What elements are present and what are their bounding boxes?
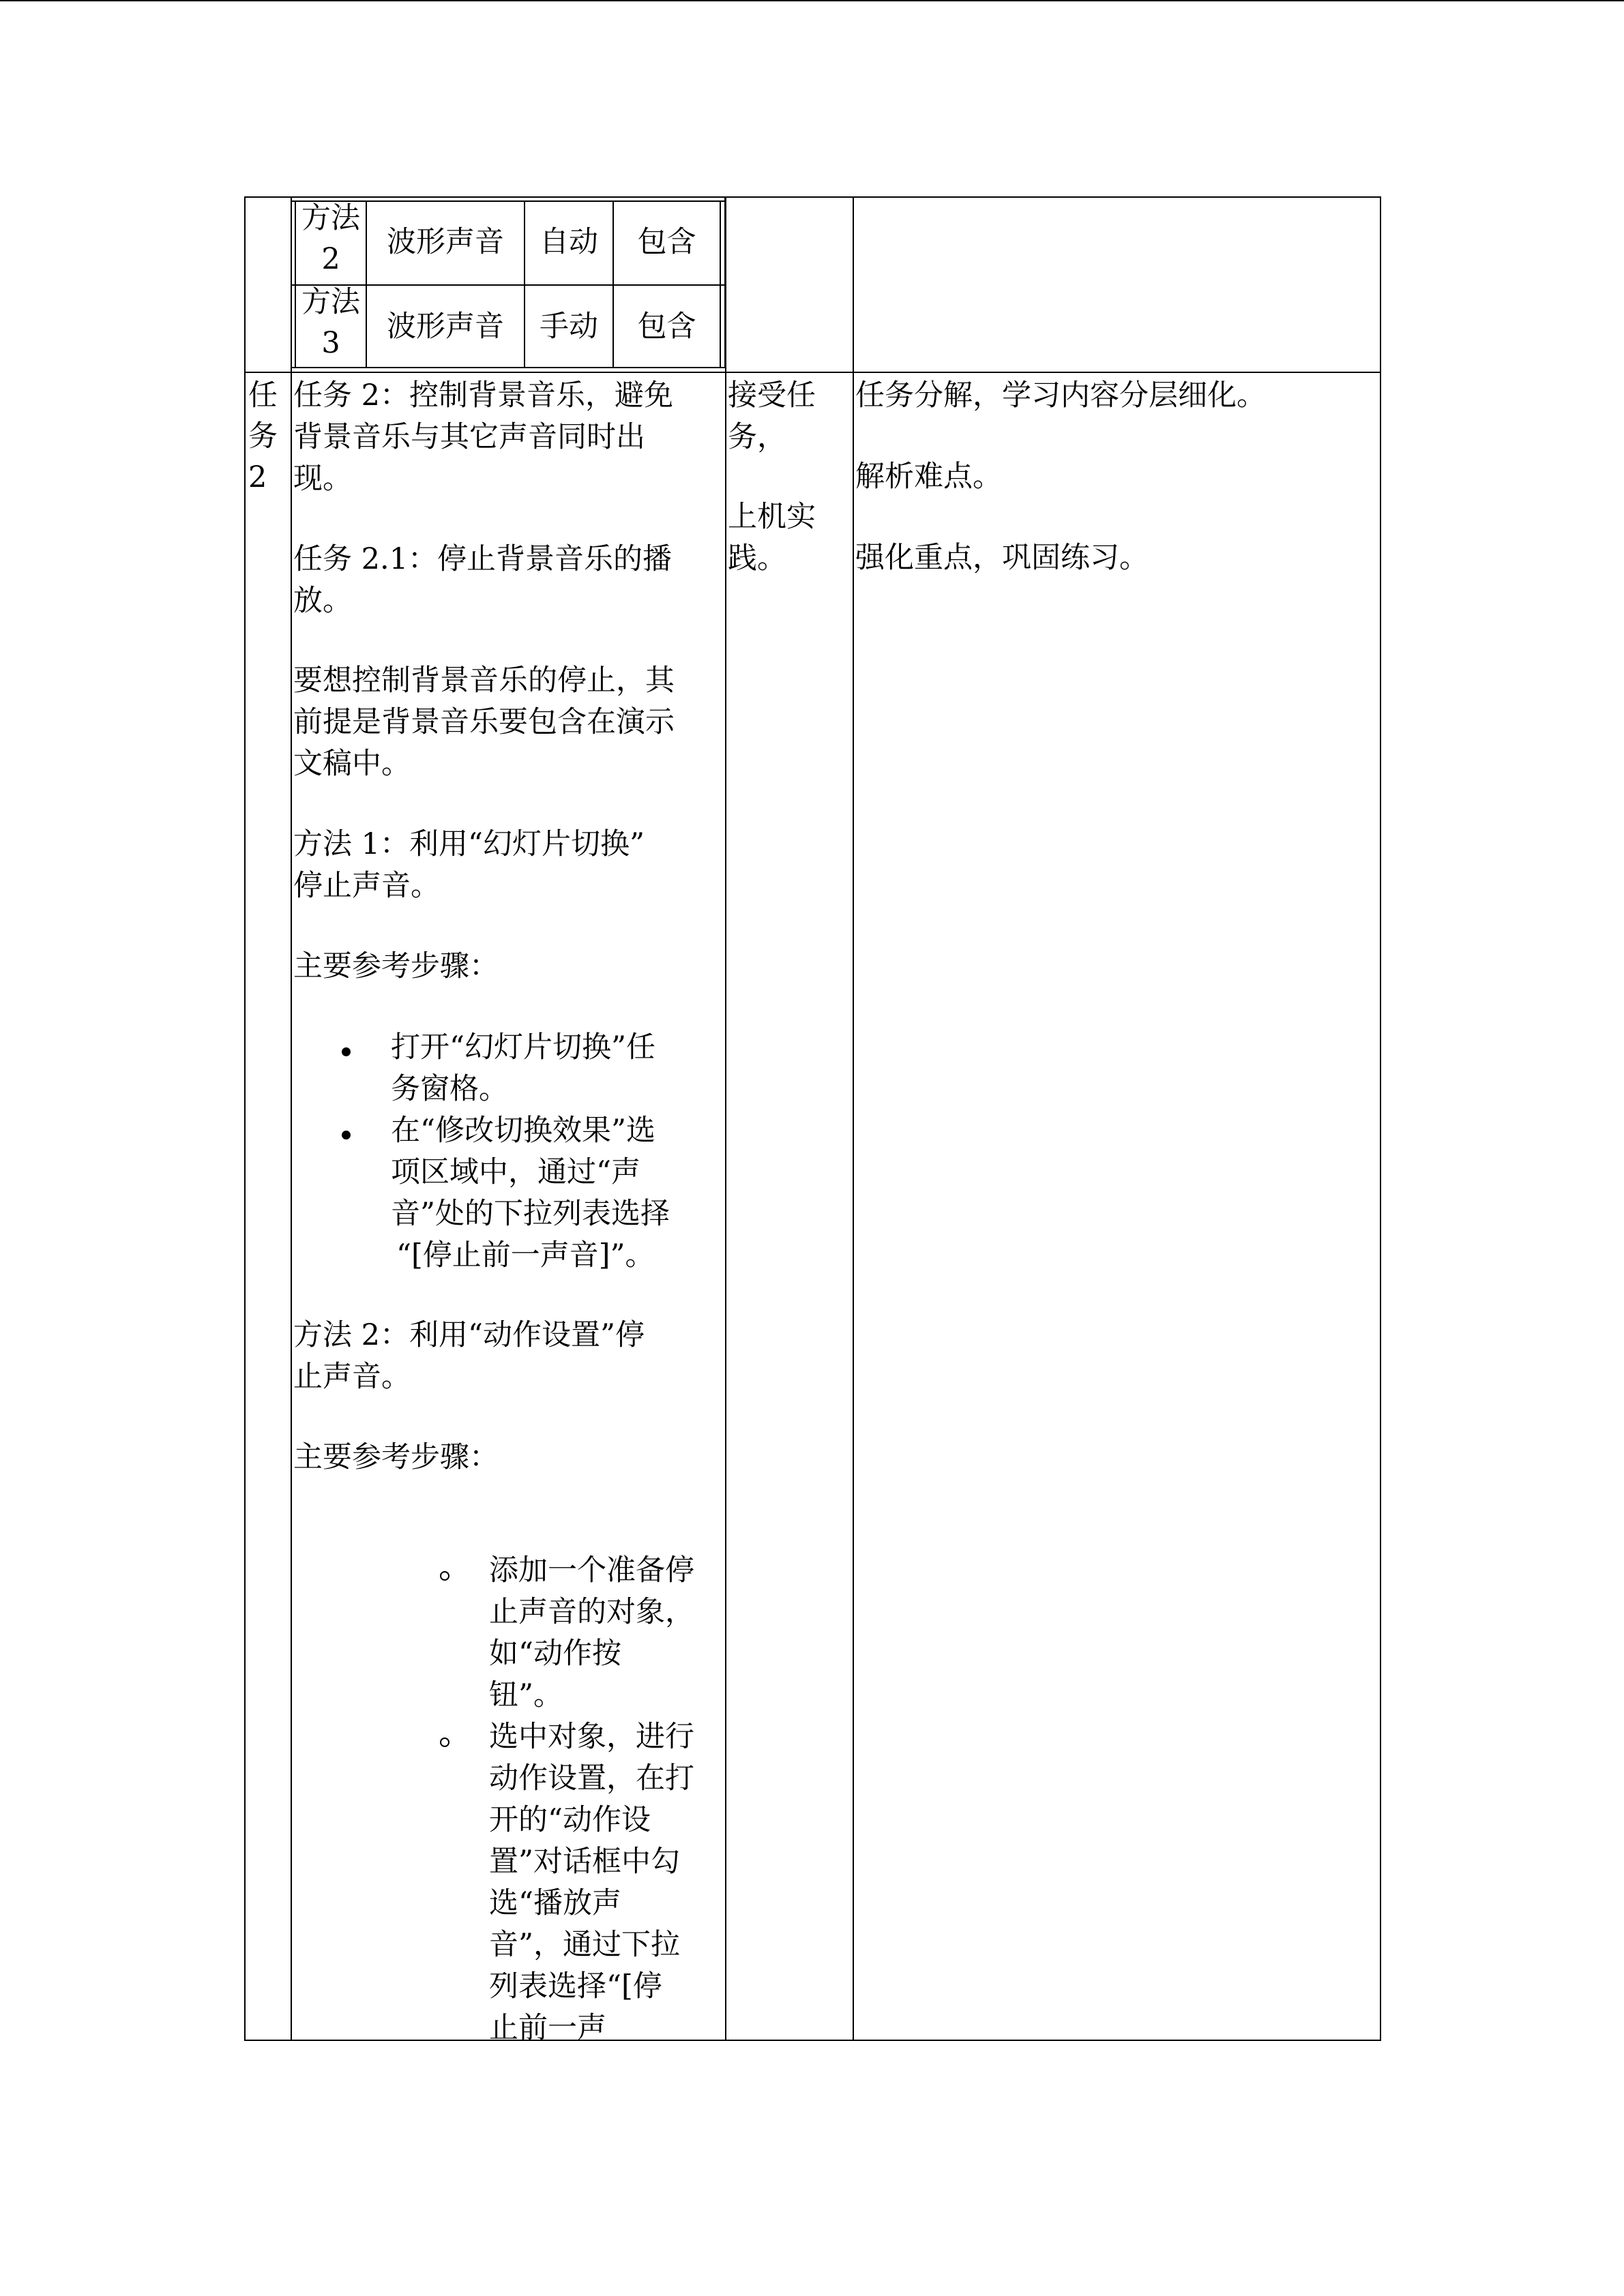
design-intent-line-2: 解析难点。 — [855, 460, 1002, 494]
bullet-item-1-line-1: 打开“幻灯片切换”任 — [391, 1030, 655, 1064]
bullet-circle-icon — [440, 1738, 449, 1747]
student-activity — [728, 375, 816, 580]
student-activity-line-3: 上机实 — [728, 500, 816, 534]
subtable-right-border — [724, 196, 726, 368]
task-intro-line-1: 任务 2：控制背景音乐，避免 — [293, 378, 674, 413]
bullet-item-1 — [391, 1027, 655, 1110]
method2-paragraph — [293, 1315, 645, 1398]
subtask-line-1: 任务 2.1：停止背景音乐的播 — [293, 542, 673, 576]
bullet-circle-icon — [440, 1571, 449, 1581]
table-right-border — [1380, 196, 1381, 2041]
task-label-char-1: 任 — [248, 378, 278, 413]
sub-bullet-item-1-line-3: 如“动作按 — [489, 1637, 621, 1671]
design-intent-line-3: 强化重点，巩固练习。 — [855, 541, 1149, 575]
premise-line-1: 要想控制背景音乐的停止，其 — [293, 664, 675, 698]
premise-line-3: 文稿中。 — [293, 747, 411, 781]
sub-bullet-item-2-line-2: 动作设置，在打 — [489, 1761, 694, 1795]
bullet-item-2-line-1: 在“修改切换效果”选 — [391, 1114, 655, 1148]
bullet-dot-icon — [342, 1047, 351, 1056]
bullet-dot-icon — [342, 1131, 351, 1139]
method-row-2-label-line1: 方法 — [301, 285, 360, 319]
sub-bullet-item-2-line-1: 选中对象，进行 — [489, 1720, 694, 1754]
bullet-item-1-line-2: 务窗格。 — [391, 1072, 508, 1106]
lesson-table — [244, 196, 1381, 2045]
sub-bullet-item-2-line-4: 置”对话框中勾 — [489, 1845, 680, 1879]
method-row-1-include: 包含 — [637, 225, 696, 259]
task-label-char-2: 务 — [248, 419, 278, 453]
method-row-2-label-line2: 3 — [321, 326, 340, 360]
method-row-2-mode: 手动 — [540, 310, 598, 344]
steps-heading-2: 主要参考步骤： — [293, 1440, 499, 1474]
method1-line-1: 方法 1：利用“幻灯片切换” — [293, 827, 645, 861]
subtask-line-2: 放。 — [293, 584, 352, 618]
method-row-2-include: 包含 — [637, 310, 696, 344]
bullet-item-2-line-2: 项区域中，通过“声 — [391, 1155, 640, 1189]
subtask-paragraph — [293, 539, 672, 622]
method-row-1-label — [296, 198, 366, 280]
method-row-1-label-line1: 方法 — [301, 201, 360, 235]
table-left-border — [244, 196, 246, 2041]
sub-bullet-item-2-line-6: 音”，通过下拉 — [489, 1928, 680, 1962]
task-label-char-3: 2 — [248, 460, 267, 494]
subtable-inner-right-border — [720, 200, 721, 368]
sub-bullet-item-1-line-4: 钮”。 — [489, 1678, 563, 1712]
method-row-1-label-line2: 2 — [321, 242, 340, 276]
sub-bullet-item-1 — [489, 1550, 694, 1716]
method-row-2-label — [296, 282, 366, 363]
design-intent-line-1: 任务分解，学习内容分层细化。 — [855, 378, 1266, 413]
sub-bullet-item-2-line-5: 选“播放声 — [489, 1886, 621, 1920]
premise-paragraph — [293, 660, 675, 785]
task-label — [248, 375, 278, 498]
method2-line-2: 止声音。 — [293, 1360, 411, 1394]
method-row-2-sound: 波形声音 — [387, 310, 504, 344]
bullet-item-2-line-3: 音”处的下拉列表选择 — [391, 1197, 670, 1231]
sub-bullet-item-1-line-1: 添加一个准备停 — [489, 1553, 694, 1587]
method2-line-1: 方法 2：利用“动作设置”停 — [293, 1318, 645, 1352]
method-row-1-mode: 自动 — [540, 225, 598, 259]
method1-line-2: 停止声音。 — [293, 869, 440, 903]
sub-bullet-item-2-line-7: 列表选择“[停 — [489, 1969, 662, 2003]
sub-bullet-item-2 — [489, 1716, 694, 2049]
subtable-left-border — [291, 196, 292, 368]
sub-bullet-item-2-line-3: 开的“动作设 — [489, 1803, 651, 1837]
sub-bullet-item-2-line-8: 止前一声 — [489, 2011, 606, 2045]
col-sep-3 — [853, 196, 854, 2041]
method-subtable — [291, 196, 725, 373]
subtable-bottom-border — [291, 367, 726, 368]
bullet-item-2-line-4: “[停止前一声音]”。 — [396, 1238, 655, 1272]
task-intro-line-2: 背景音乐与其它声音同时出 — [293, 420, 645, 454]
table-bottom-border — [244, 2040, 1381, 2041]
student-activity-line-2: 务， — [728, 420, 786, 454]
page-top-border — [0, 0, 1624, 1]
design-intent — [855, 375, 1266, 579]
student-activity-line-4: 践。 — [728, 541, 786, 576]
method-row-1-sound: 波形声音 — [387, 225, 504, 259]
task-intro-paragraph — [293, 375, 673, 500]
col-sep-2 — [725, 196, 726, 2041]
task-intro-line-3: 现。 — [293, 462, 352, 496]
col-sep-1 — [291, 196, 292, 2041]
sub-bullet-item-1-line-2: 止声音的对象， — [489, 1595, 694, 1629]
student-activity-line-1: 接受任 — [728, 378, 816, 413]
premise-line-2: 前提是背景音乐要包含在演示 — [293, 705, 675, 739]
bullet-item-2 — [391, 1110, 670, 1277]
method1-paragraph — [293, 824, 645, 907]
steps-heading-1: 主要参考步骤： — [293, 949, 499, 983]
